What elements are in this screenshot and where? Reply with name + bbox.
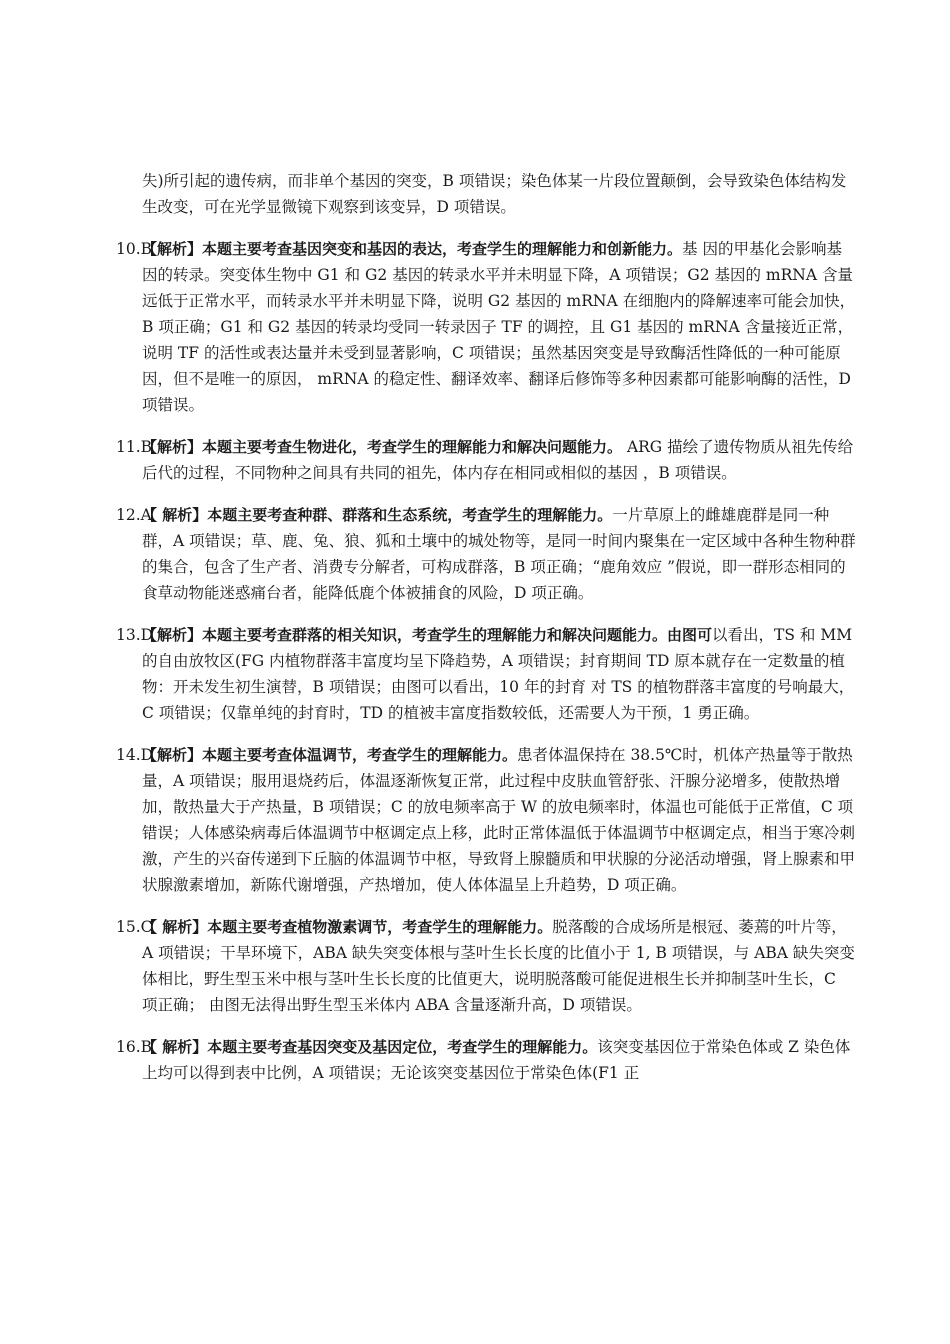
answer-10 bbox=[116, 236, 856, 418]
answer-number: 15.C bbox=[116, 917, 153, 936]
answer-heading: 【解析】本题主要考查基因突变和基因的表达，考查学生的理解能力和创新能力。 bbox=[142, 239, 683, 258]
answer-heading: 【 解析】本题主要考查基因突变及基因定位，考查学生的理解能力。 bbox=[142, 1037, 598, 1056]
answer-number: 11.B bbox=[116, 437, 153, 456]
answer-body: ARG 描绘了遗传物质从祖先传给后代的过程，不同物种之间具有共同的祖先，体内存在相同或相似的基因 ，B 项错误。 bbox=[142, 437, 854, 482]
answer-13 bbox=[116, 622, 856, 726]
answer-body: 脱落酸的合成场所是根冠、萎蔫的叶片等，A 项错误；干旱环境下，ABA 缺失突变体根与茎叶生长长度的比值小于 1, B 项错误，与 ABA 缺失突变体相比，野生型玉米中根与茎叶生长长度的比值更大，说明脱落酸可能促进根生长并抑制茎叶生长，C 项正确； 由图无法得出野生型玉米体内 ABA 含量逐渐升高，D 项错误。 bbox=[142, 917, 855, 1014]
answer-number: 13.D bbox=[116, 625, 154, 644]
answer-heading: 【解析】本题主要考查群落的相关知识，考查学生的理解能力和解决问题能力。由图可 bbox=[142, 625, 713, 644]
answer-body: 一片草原上的雌雄鹿群是同一种群，A 项错误；草、鹿、兔、狼、狐和土壤中的城处物等，是同一时间内聚集在一定区域中各种生物种群的集合，包含了生产者、消费专分解者，可构成群落，B 项正确；“鹿角效应 ”假说，即一群形态相同的食草动物能迷惑痛台者，能降低鹿个体被捕食的风险，D 项正确。 bbox=[142, 505, 856, 602]
answer-14 bbox=[116, 742, 856, 898]
answer-11 bbox=[116, 434, 856, 486]
answer-body: 患者体温保持在 38.5℃时，机体产热量等于散热量，A 项错误；服用退烧药后，体温逐渐恢复正常，此过程中皮肤血管舒张、汗腺分泌增多，使散热增加，散热量大于产热量，B 项错误；C 的放电频率高于 W 的放电频率时，体温也可能低于正常值，C 项错误；人体感染病毒后体温调节中枢调定点上移，此时正常体温低于体温调节中枢调定点，相当于寒冷刺激，产生的兴奋传递到下丘脑的体温调节中枢，导致肾上腺髓质和甲状腺的分泌活动增强，肾上腺素和甲状腺激素增加，新陈代谢增强，产热增加，使人体体温呈上升趋势，D 项正确。 bbox=[142, 745, 856, 894]
document-body bbox=[116, 152, 856, 1102]
answer-heading: 【 解析】本题主要考查种群、群落和生态系统，考查学生的理解能力。 bbox=[142, 505, 613, 524]
answer-body: 该突变基因位于常染色体或 Z 染色体上均可以得到表中比例，A 项错误；无论该突变基因位于常染色体(F1 正 bbox=[142, 1037, 851, 1082]
answer-body: 基 因的甲基化会影响基因的转录。突变体生物中 G1 和 G2 基因的转录水平并未明显下降，A 项错误；G2 基因的 mRNA 含量远低于正常水平，而转录水平并未明显下降，说明 G2 基因的 mRNA 在细胞内的降解速率可能会加快，B 项正确；G1 和 G2 基因的转录均受同一转录因子 TF 的调控，且 G1 基因的 mRNA 含量接近正常，说明 TF 的活性或表达量并未受到显著影响，C 项错误；虽然基因突变是导致酶活性降低的一种可能原因，但不是唯一的原因， mRNA 的稳定性、翻译效率、翻译后修饰等多种因素都可能影响酶的活性，D 项错误。 bbox=[142, 239, 856, 414]
answer-heading: 【 解析】本题主要考查植物激素调节，考查学生的理解能力。 bbox=[142, 917, 553, 936]
answer-number: 10.B bbox=[116, 239, 153, 258]
answer-number: 14.D bbox=[116, 745, 154, 764]
answer-heading: 【解析】本题主要考查生物进化，考查学生的理解能力和解决问题能力。 bbox=[142, 437, 623, 456]
answer-15 bbox=[116, 914, 856, 1018]
answer-12 bbox=[116, 502, 856, 606]
continuation-paragraph: 失)所引起的遗传病，而非单个基因的突变，B 项错误；染色体某一片段位置颠倒，会导致染色体结构发生改变，可在光学显微镜下观察到该变异，D 项错误。 bbox=[142, 171, 847, 216]
answer-heading: 【解析】本题主要考查体温调节，考查学生的理解能力。 bbox=[142, 745, 518, 764]
answer-16 bbox=[116, 1034, 856, 1086]
answer-number: 16.B bbox=[116, 1037, 153, 1056]
answer-body: 以看出，TS 和 MM 的自由放牧区(FG 内植物群落丰富度均呈下降趋势，A 项错误；封育期间 TD 原本就存在一定数量的植物：开未发生初生演替，B 项错误；由图可以看出，10 年的封育 对 TS 的植物群落丰富度的号响最大，C 项错误；仅靠单纯的封育时，TD 的植被丰富度指数较低，还需要人为干预，1 勇正确。 bbox=[142, 625, 855, 722]
answer-number: 12.A bbox=[116, 505, 152, 524]
